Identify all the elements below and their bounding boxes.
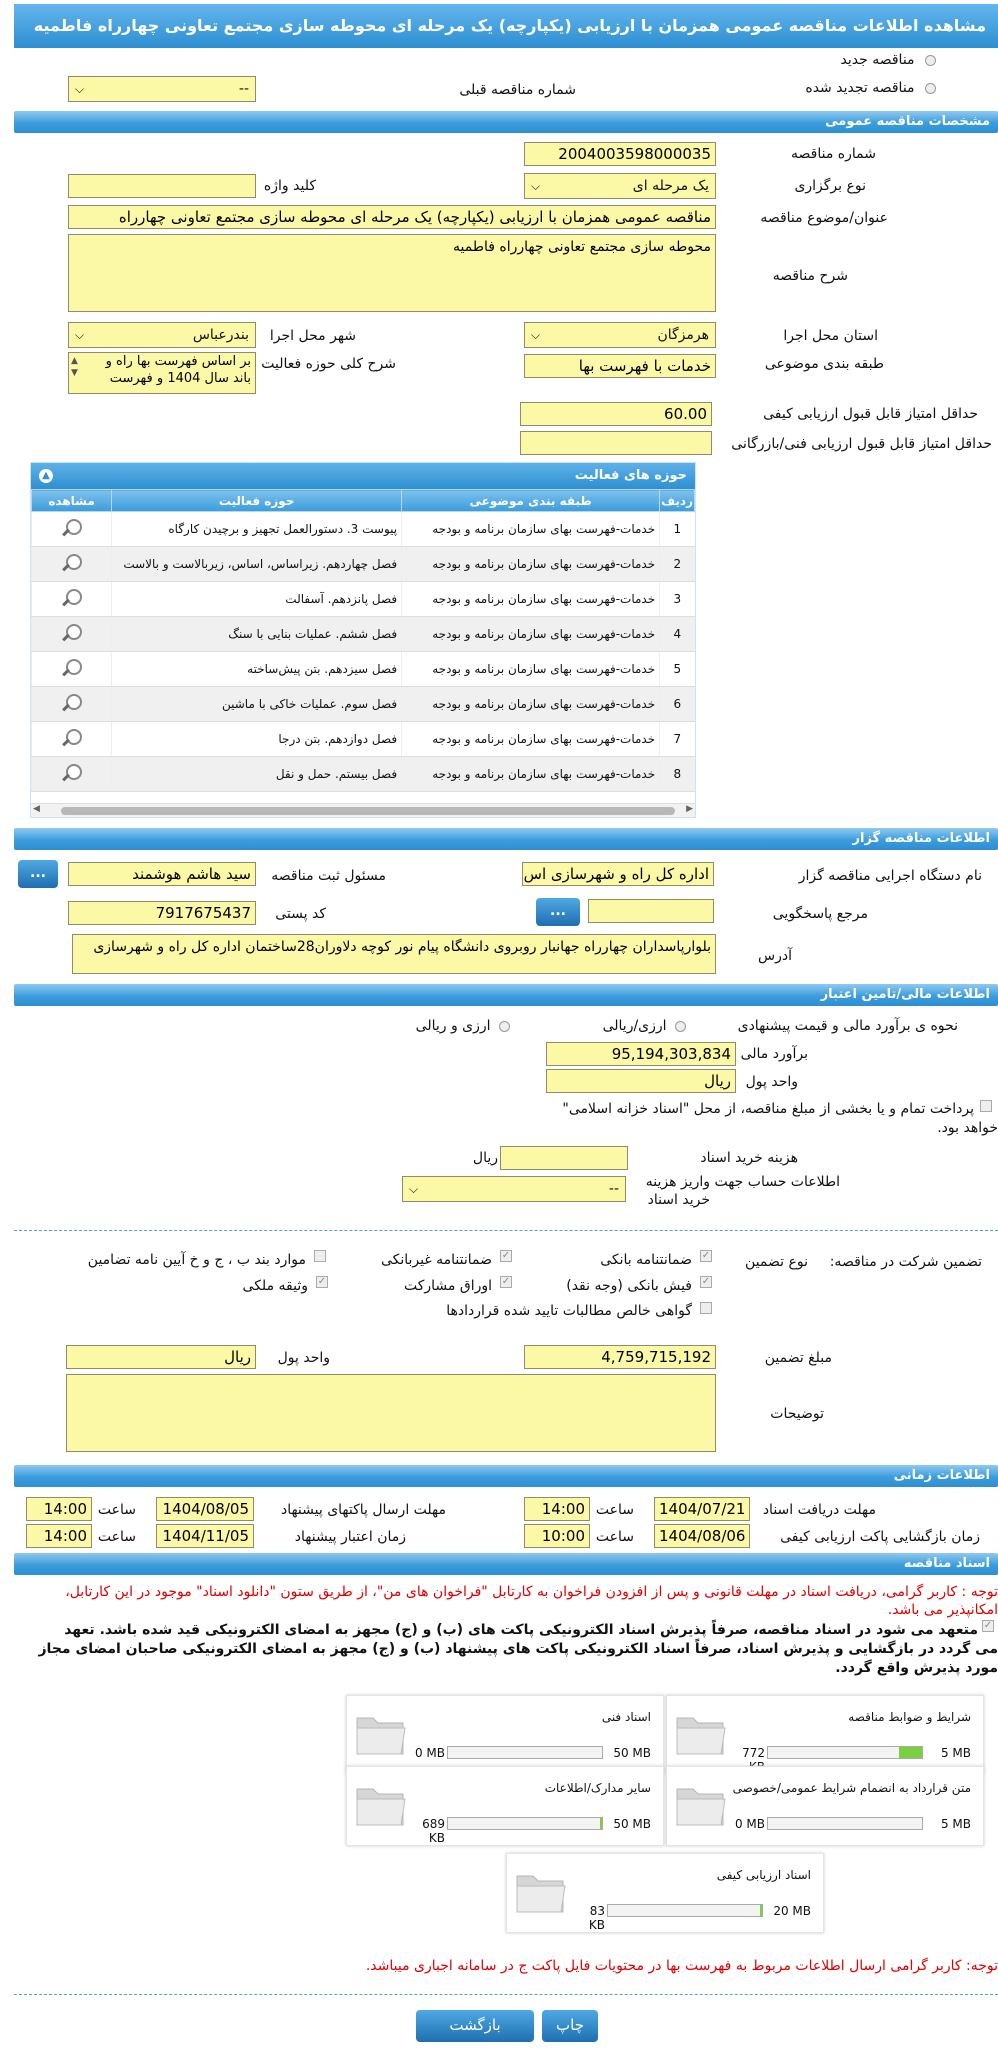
horizontal-scrollbar[interactable] — [31, 803, 695, 817]
table-row — [32, 512, 695, 547]
holding-type-select[interactable]: یک مرحله ای ⌵ — [524, 173, 716, 199]
city-select[interactable]: بندرعباس ⌵ — [68, 322, 256, 348]
document-size-bar — [447, 1817, 603, 1830]
row-activity: فصل ششم. عملیات بنایی با سنگ — [112, 617, 402, 652]
document-current-size: 0 MB — [414, 1746, 445, 1760]
document-title: اسناد ارزیابی کیفی — [716, 1868, 811, 1882]
account-select[interactable]: -- ⌵ — [402, 1176, 626, 1202]
open-date[interactable]: 1404/08/06 — [654, 1524, 750, 1548]
method-opt1[interactable]: ارزی/ریالی — [603, 1016, 686, 1036]
tender-number-field[interactable]: 2004003598000035 — [524, 142, 716, 166]
description-field[interactable]: محوطه سازی مجتمع تعاونی چهارراه فاطمیه — [68, 234, 716, 312]
guarantee-type-label: نوع تضمین — [745, 1254, 808, 1270]
row-category: خدمات-فهرست بهای سازمان برنامه و بودجه — [402, 652, 660, 687]
row-number: 2 — [660, 547, 695, 582]
document-size-bar — [607, 1904, 763, 1917]
description-label: شرح مناقصه — [772, 268, 848, 284]
row-number: 1 — [660, 512, 695, 547]
document-size-fill — [760, 1905, 762, 1916]
open-label: زمان بازگشایی پاکت ارزیابی کیفی — [780, 1529, 980, 1545]
back-button[interactable]: بازگشت — [416, 2010, 534, 2042]
row-activity: فصل پانزدهم. آسفالت — [112, 582, 402, 617]
finance-section-header: اطلاعات مالی/تامین اعتبار — [14, 984, 998, 1006]
non-bank-guarantee-label: ضمانتنامه غیربانکی — [380, 1252, 492, 1268]
table-row — [32, 582, 695, 617]
new-tender-radio[interactable] — [925, 55, 936, 66]
documents-section-header: اسناد مناقصه — [14, 1553, 998, 1575]
print-button[interactable]: چاپ — [542, 2010, 598, 2042]
holding-type-label: نوع برگزاری — [794, 178, 866, 194]
document-max-size: 50 MB — [613, 1746, 651, 1760]
document-title: شرایط و ضوابط مناقصه — [848, 1710, 971, 1724]
magnifier-icon[interactable] — [58, 518, 86, 538]
scroll-arrows-icon[interactable]: ▲ ▼ — [71, 356, 78, 378]
table-row — [32, 617, 695, 652]
document-box[interactable] — [666, 1766, 984, 1846]
col-row: ردیف — [660, 490, 695, 512]
account-label-1: اطلاعات حساب جهت واریز هزینه — [645, 1174, 840, 1190]
org-name-field[interactable]: اداره کل راه و شهرسازی اس — [522, 862, 714, 886]
document-current-size: 83 KB — [588, 1904, 605, 1932]
row-number: 6 — [660, 687, 695, 722]
magnifier-icon[interactable] — [58, 623, 86, 643]
guarantee-amount-label: مبلغ تضمین — [764, 1350, 832, 1366]
min-tech-field[interactable] — [520, 431, 712, 455]
claims-cert-label: گواهی خالص مطالبات تایید شده قراردادها — [446, 1303, 692, 1319]
doc-fee-field[interactable] — [500, 1146, 628, 1170]
document-size-bar — [767, 1746, 923, 1759]
row-activity: فصل چهاردهم. زیراساس، اساس، زیربالاست و بالاست — [112, 547, 402, 582]
method-opt2-radio[interactable] — [499, 1021, 510, 1032]
document-current-size: 0 MB — [734, 1817, 765, 1831]
view-cell[interactable] — [32, 512, 112, 547]
estimate-label: برآورد مالی — [740, 1046, 808, 1062]
row-category: خدمات-فهرست بهای سازمان برنامه و بودجه — [402, 757, 660, 792]
document-max-size: 50 MB — [613, 1817, 651, 1831]
subject-label: عنوان/موضوع مناقصه — [760, 210, 888, 226]
estimate-field[interactable]: 95,194,303,834 — [546, 1042, 736, 1066]
folder-icon — [673, 1779, 729, 1831]
divider — [14, 1230, 998, 1231]
subject-field[interactable]: مناقصه عمومی همزمان با ارزیابی (یکپارچه) یک مرحله ای محوطه سازی مجتمع تعاونی چهارراه — [68, 205, 716, 229]
activities-panel — [30, 462, 696, 818]
property-checkbox[interactable]: ✓ — [317, 1276, 327, 1287]
document-box[interactable] — [346, 1695, 664, 1775]
validity-time[interactable]: 14:00 — [26, 1524, 92, 1548]
folder-icon — [513, 1866, 569, 1918]
chevron-down-icon: ⌵ — [75, 328, 85, 342]
renewed-tender-label: مناقصه تجدید شده — [805, 80, 915, 96]
page-title: مشاهده اطلاعات مناقصه عمومی همزمان با ارزیابی (یکپارچه) یک مرحله ای محوطه سازی مجتمع تعاونی چهارراه فاطمیه — [14, 4, 998, 48]
document-size-bar — [447, 1746, 603, 1759]
bank-receipt-checkbox[interactable]: ✓ — [701, 1276, 711, 1287]
row-category: خدمات-فهرست بهای سازمان برنامه و بودجه — [402, 722, 660, 757]
city-label: شهر محل اجرا — [269, 328, 356, 344]
new-tender-label: مناقصه جدید — [840, 52, 915, 68]
view-cell[interactable] — [32, 547, 112, 582]
chevron-down-icon: ⌵ — [531, 179, 541, 193]
guarantee-currency-label: واحد پول — [277, 1350, 330, 1366]
document-max-size: 20 MB — [773, 1904, 811, 1918]
org-name-label: نام دستگاه اجرایی مناقصه گزار — [798, 868, 982, 884]
collapse-icon[interactable]: ▲ — [39, 469, 53, 483]
bank-guarantee-checkbox[interactable]: ✓ — [701, 1250, 711, 1261]
table-row — [32, 687, 695, 722]
min-quality-field[interactable]: 60.00 — [520, 402, 712, 426]
document-current-size: 689 KB — [422, 1817, 445, 1845]
currency-label: واحد پول — [745, 1074, 798, 1090]
table-row — [32, 547, 695, 582]
document-box[interactable] — [506, 1853, 824, 1933]
row-number: 5 — [660, 652, 695, 687]
view-cell[interactable] — [32, 722, 112, 757]
doc-deadline-time[interactable]: 14:00 — [524, 1497, 590, 1521]
ref-lookup-button[interactable]: ... — [536, 898, 580, 926]
activity-desc-label: شرح کلی حوزه فعالیت — [261, 356, 396, 372]
bonds-label: اوراق مشارکت — [403, 1278, 492, 1294]
price-list-notice: توجه: کاربر گرامی ارسال اطلاعات مربوط به فهرست بها در محتویات فایل پاکت ج در سامانه اجباری میباشد. — [365, 1958, 998, 1974]
province-select[interactable]: هرمزگان ⌵ — [524, 322, 716, 348]
table-row — [32, 757, 695, 792]
table-row — [32, 722, 695, 757]
send-deadline-time[interactable]: 14:00 — [26, 1497, 92, 1521]
new-tender-option[interactable] — [841, 50, 936, 70]
magnifier-icon[interactable] — [58, 763, 86, 783]
commit-line-1: متعهد می شود در اسناد مناقصه، صرفاً پذیرش اسناد الکترونیکی پاکت های (ب) و (ج) مجهز به امضای الکترونیکی قید شده باشد. تعهد — [64, 1622, 978, 1638]
min-tech-label: حداقل امتیاز قابل قبول ارزیابی فنی/بازرگانی — [731, 436, 992, 452]
keyword-label: کلید واژه — [263, 178, 316, 194]
address-label: آدرس — [758, 948, 792, 964]
tender-number-label: شماره مناقصه — [791, 146, 876, 162]
doc-deadline-time-label: ساعت — [595, 1502, 634, 1518]
view-cell[interactable] — [32, 582, 112, 617]
document-max-size: 5 MB — [940, 1817, 971, 1831]
bank-guarantee-label: ضمانتنامه بانکی — [600, 1252, 692, 1268]
download-notice-1: توجه : کاربر گرامی، دریافت اسناد در مهلت قانونی و پس از افزودن فراخوان به کارتابل "فراخوان های من"، از طریق ستون "دانلود اسناد" موجود در این کارتابل، — [65, 1584, 998, 1600]
view-cell[interactable] — [32, 687, 112, 722]
row-activity: فصل بیستم. حمل و نقل — [112, 757, 402, 792]
row-activity: فصل سیزدهم. بتن پیش‌ساخته — [112, 652, 402, 687]
doc-fee-label: هزینه خرید اسناد — [700, 1150, 798, 1166]
row-number: 4 — [660, 617, 695, 652]
folder-icon — [353, 1708, 409, 1760]
category-label: طبقه بندی موضوعی — [764, 356, 884, 372]
province-label: استان محل اجرا — [783, 328, 878, 344]
validity-time-label: ساعت — [97, 1529, 136, 1545]
activity-desc-field[interactable]: بر اساس فهرست بها راه و باند سال 1404 و فهرست ▲ ▼ — [68, 352, 256, 394]
notes-field[interactable] — [66, 1374, 716, 1452]
registrar-lookup-button[interactable]: ... — [18, 860, 58, 888]
registrar-label: مسئول ثبت مناقصه — [271, 868, 386, 884]
non-bank-guarantee-checkbox[interactable]: ✓ — [501, 1250, 511, 1261]
claims-cert-checkbox[interactable] — [700, 1302, 712, 1314]
property-label: وثیقه ملکی — [242, 1278, 308, 1294]
magnifier-icon[interactable] — [58, 553, 86, 573]
method-opt1-radio[interactable] — [675, 1021, 686, 1032]
general-section-header: مشخصات مناقصه عمومی — [14, 111, 998, 133]
view-cell[interactable] — [32, 652, 112, 687]
row-number: 7 — [660, 722, 695, 757]
document-title: اسناد فنی — [601, 1710, 651, 1724]
notes-label: توضیحات — [770, 1406, 824, 1422]
clauses-label: موارد بند ب ، ج و خ آیین نامه تضامین — [87, 1252, 306, 1268]
activities-header: حوزه های فعالیت ▲ — [31, 463, 695, 489]
open-time[interactable]: 10:00 — [524, 1524, 590, 1548]
commit-line-2: می گردد در بازگشایی و پذیرش اسناد، صرفاً اسناد الکترونیکی پاکت های پیشنهاد (ب) و (ج) مجهز به امضای الکترونیکی صاحبان امضای مجاز — [38, 1641, 998, 1657]
row-category: خدمات-فهرست بهای سازمان برنامه و بودجه — [402, 617, 660, 652]
document-size-fill — [600, 1818, 602, 1829]
row-number: 3 — [660, 582, 695, 617]
treasury-checkbox[interactable] — [980, 1100, 992, 1112]
activities-table — [31, 489, 695, 792]
row-category: خدمات-فهرست بهای سازمان برنامه و بودجه — [402, 687, 660, 722]
doc-deadline-date[interactable]: 1404/07/21 — [654, 1497, 750, 1521]
commit-line-3: مورد پذیرش واقع گردد. — [835, 1660, 998, 1676]
ref-label: مرجع پاسخگویی — [772, 906, 868, 922]
guarantee-currency-field[interactable]: ریال — [66, 1345, 256, 1369]
magnifier-icon[interactable] — [58, 693, 86, 713]
send-deadline-label: مهلت ارسال پاکتهای پیشنهاد — [280, 1502, 446, 1518]
document-title: متن قرارداد به انضمام شرایط عمومی/خصوصی — [732, 1781, 971, 1795]
scrollbar-thumb[interactable] — [61, 807, 675, 815]
guarantee-amount-field[interactable]: 4,759,715,192 — [524, 1345, 716, 1369]
download-notice-2: امکانپذیر می باشد. — [887, 1602, 998, 1618]
folder-icon — [673, 1708, 729, 1760]
doc-deadline-label: مهلت دریافت اسناد — [762, 1502, 876, 1518]
chevron-down-icon: ⌵ — [531, 328, 541, 342]
ref-field[interactable] — [588, 899, 714, 923]
treasury-text-2: خواهد بود. — [937, 1120, 998, 1136]
document-max-size: 5 MB — [940, 1746, 971, 1760]
scroll-left-icon[interactable]: ◀ — [33, 804, 40, 814]
guarantee-label: تضمین شرکت در مناقصه: — [829, 1254, 982, 1270]
row-activity: پیوست 3. دستورالعمل تجهیز و برچیدن کارگاه — [112, 512, 402, 547]
row-category: خدمات-فهرست بهای سازمان برنامه و بودجه — [402, 547, 660, 582]
clauses-checkbox[interactable] — [314, 1250, 326, 1262]
validity-date[interactable]: 1404/11/05 — [156, 1524, 254, 1548]
chevron-down-icon: ⌵ — [409, 1182, 419, 1196]
registrar-field[interactable]: سید هاشم هوشمند — [68, 862, 256, 886]
divider — [14, 1994, 998, 1995]
table-row — [32, 652, 695, 687]
col-activity: حوزه فعالیت — [112, 490, 402, 512]
row-activity: فصل سوم. عملیات خاکی با ماشین — [112, 687, 402, 722]
renewed-tender-option[interactable] — [805, 78, 936, 98]
document-size-bar — [767, 1817, 923, 1830]
prev-number-select[interactable]: -- ⌵ — [68, 76, 256, 102]
doc-fee-unit: ریال — [472, 1150, 498, 1166]
chevron-down-icon: ⌵ — [75, 82, 85, 96]
keyword-field[interactable] — [68, 174, 256, 198]
postal-label: کد پستی — [275, 906, 326, 922]
category-field[interactable]: خدمات با فهرست بها — [524, 354, 716, 378]
col-view: مشاهده — [32, 490, 112, 512]
row-number: 8 — [660, 757, 695, 792]
method-opt2[interactable]: ارزی و ریالی — [416, 1016, 510, 1036]
document-title: سایر مدارک/اطلاعات — [544, 1781, 651, 1795]
commit-checkbox[interactable]: ✓ — [983, 1620, 993, 1631]
bonds-checkbox[interactable]: ✓ — [501, 1276, 511, 1287]
open-time-label: ساعت — [595, 1529, 634, 1545]
renewed-tender-radio[interactable] — [925, 83, 936, 94]
postal-field[interactable]: 7917675437 — [68, 901, 256, 925]
document-box[interactable] — [346, 1766, 664, 1846]
bank-receipt-label: فیش بانکی (وجه نقد) — [566, 1278, 692, 1294]
currency-field[interactable]: ریال — [546, 1069, 736, 1093]
estimate-method-label: نحوه ی برآورد مالی و قیمت پیشنهادی — [737, 1018, 958, 1034]
magnifier-icon[interactable] — [58, 588, 86, 608]
document-box[interactable] — [666, 1695, 984, 1775]
address-field[interactable]: بلوارپاسداران چهارراه جهانبار روبروی دانشگاه پیام نور کوچه دلاوران28ساختمان اداره کل راه و شهرسازی — [72, 934, 716, 974]
document-size-fill — [899, 1747, 922, 1758]
prev-number-label: شماره مناقصه قبلی — [459, 82, 576, 98]
organizer-section-header: اطلاعات مناقصه گزار — [14, 828, 998, 850]
col-category: طبقه بندی موضوعی — [402, 490, 660, 512]
row-category: خدمات-فهرست بهای سازمان برنامه و بودجه — [402, 512, 660, 547]
scroll-right-icon[interactable]: ▶ — [686, 804, 693, 814]
account-label-2: خرید اسناد — [647, 1192, 710, 1208]
validity-label: زمان اعتبار پیشنهاد — [294, 1529, 406, 1545]
row-activity: فصل دوازدهم. بتن درجا — [112, 722, 402, 757]
magnifier-icon[interactable] — [58, 658, 86, 678]
send-deadline-time-label: ساعت — [97, 1502, 136, 1518]
view-cell[interactable] — [32, 757, 112, 792]
treasury-text-1: پرداخت تمام و یا بخشی از مبلغ مناقصه، از محل "اسناد خزانه اسلامی" — [562, 1101, 974, 1117]
timing-section-header: اطلاعات زمانی — [14, 1465, 998, 1487]
folder-icon — [353, 1779, 409, 1831]
send-deadline-date[interactable]: 1404/08/05 — [156, 1497, 254, 1521]
min-quality-label: حداقل امتیاز قابل قبول ارزیابی کیفی — [763, 406, 978, 422]
view-cell[interactable] — [32, 617, 112, 652]
row-category: خدمات-فهرست بهای سازمان برنامه و بودجه — [402, 582, 660, 617]
document-current-size: 772 — [742, 1746, 765, 1760]
magnifier-icon[interactable] — [58, 728, 86, 748]
